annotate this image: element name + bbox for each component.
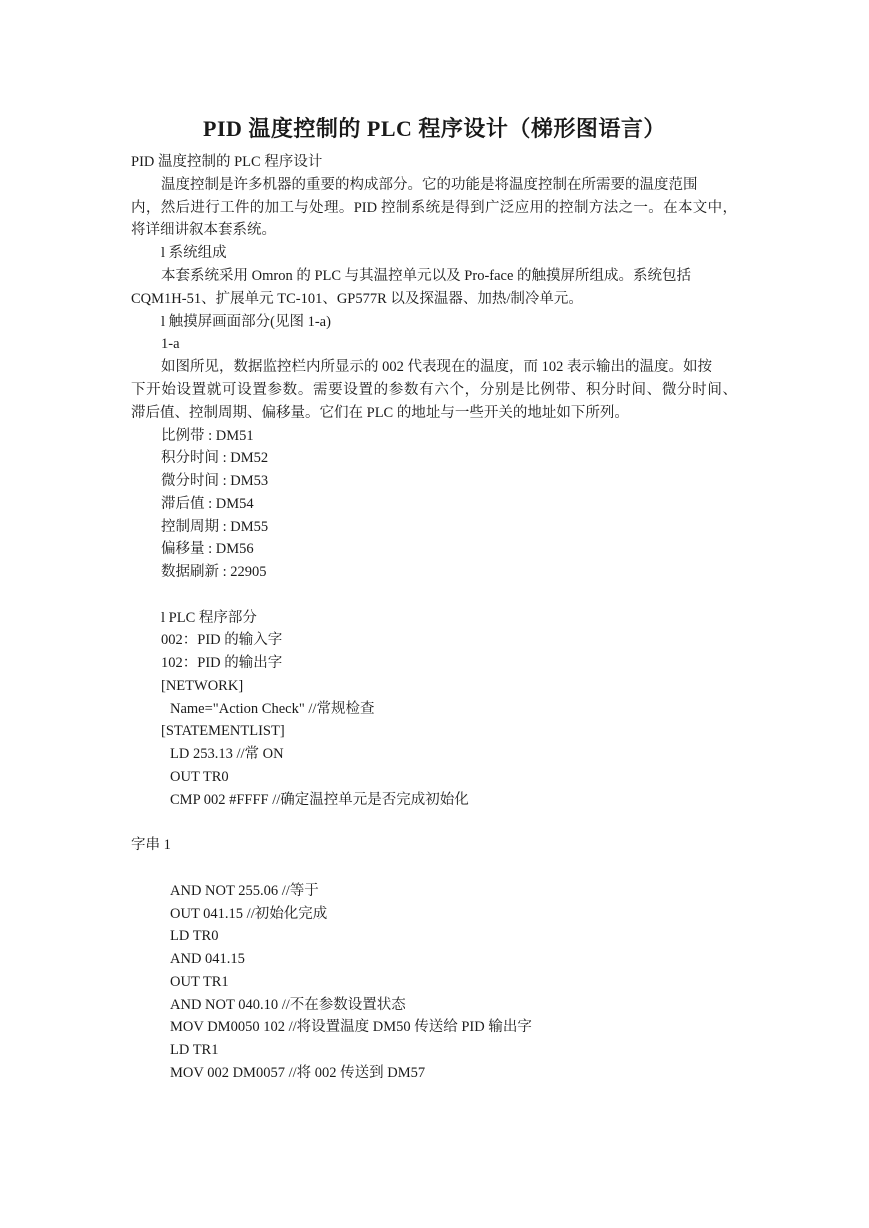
code-line: AND NOT 255.06 //等于	[170, 883, 319, 899]
code-line: LD 253.13 //常 ON	[170, 746, 284, 762]
document-title: PID 温度控制的 PLC 程序设计（梯形图语言）	[203, 116, 666, 141]
touchscreen-line-1: 如图所见，数据监控栏内所显示的 002 代表现在的温度，而 102 表示输出的温度。如按	[161, 359, 712, 375]
code-line: LD TR0	[170, 928, 219, 944]
section-heading-system: l 系统组成	[161, 245, 227, 261]
code-line: OUT TR0	[170, 769, 229, 785]
code-line: OUT TR1	[170, 974, 229, 990]
section-heading-plc: l PLC 程序部分	[161, 610, 257, 626]
network-name: Name="Action Check" //常规检查	[170, 701, 375, 717]
param-item: 控制周期 : DM55	[161, 519, 269, 535]
param-item: 数据刷新 : 22905	[161, 564, 267, 580]
subtitle: PID 温度控制的 PLC 程序设计	[131, 154, 323, 170]
code-line: MOV DM0050 102 //将设置温度 DM50 传送给 PID 输出字	[170, 1019, 532, 1035]
param-item: 偏移量 : DM56	[161, 541, 254, 557]
intro-line-3: 将详细讲叙本套系统。	[131, 222, 276, 238]
code-line: LD TR1	[170, 1042, 219, 1058]
intro-line-2: 内，然后进行工件的加工与处理。PID 控制系统是得到广泛应用的控制方法之一。在本文中，	[131, 200, 737, 216]
param-item: 积分时间 : DM52	[161, 450, 269, 466]
plc-output-word: 102：PID 的输出字	[161, 655, 283, 671]
figure-label: 1-a	[161, 336, 180, 352]
network-tag: [NETWORK]	[161, 678, 244, 694]
code-line: AND NOT 040.10 //不在参数设置状态	[170, 997, 406, 1013]
system-line-1: 本套系统采用 Omron 的 PLC 与其温控单元以及 Pro-face 的触摸屏所组成。系统包括	[161, 268, 692, 284]
param-item: 微分时间 : DM53	[161, 473, 269, 489]
intro-line-1: 温度控制是许多机器的重要的构成部分。它的功能是将温度控制在所需要的温度范围	[161, 177, 698, 193]
param-item: 比例带 : DM51	[161, 428, 254, 444]
code-line: MOV 002 DM0057 //将 002 传送到 DM57	[170, 1065, 426, 1081]
system-line-2: CQM1H-51、扩展单元 TC-101、GP577R 以及探温器、加热/制冷单元。	[131, 291, 583, 307]
touchscreen-line-2: 下开始设置就可设置参数。需要设置的参数有六个，分别是比例带、积分时间、微分时间、	[131, 382, 737, 398]
statementlist-tag: [STATEMENTLIST]	[161, 723, 285, 739]
param-item: 滞后值 : DM54	[161, 496, 254, 512]
plc-input-word: 002：PID 的输入字	[161, 632, 283, 648]
code-line: AND 041.15	[170, 951, 245, 967]
string-label: 字串 1	[131, 837, 171, 853]
touchscreen-line-3: 滞后值、控制周期、偏移量。它们在 PLC 的地址与一些开关的地址如下所列。	[131, 405, 629, 421]
code-line: CMP 002 #FFFF //确定温控单元是否完成初始化	[170, 792, 469, 808]
section-heading-touchscreen: l 触摸屏画面部分(见图 1-a)	[161, 314, 331, 330]
code-line: OUT 041.15 //初始化完成	[170, 906, 328, 922]
